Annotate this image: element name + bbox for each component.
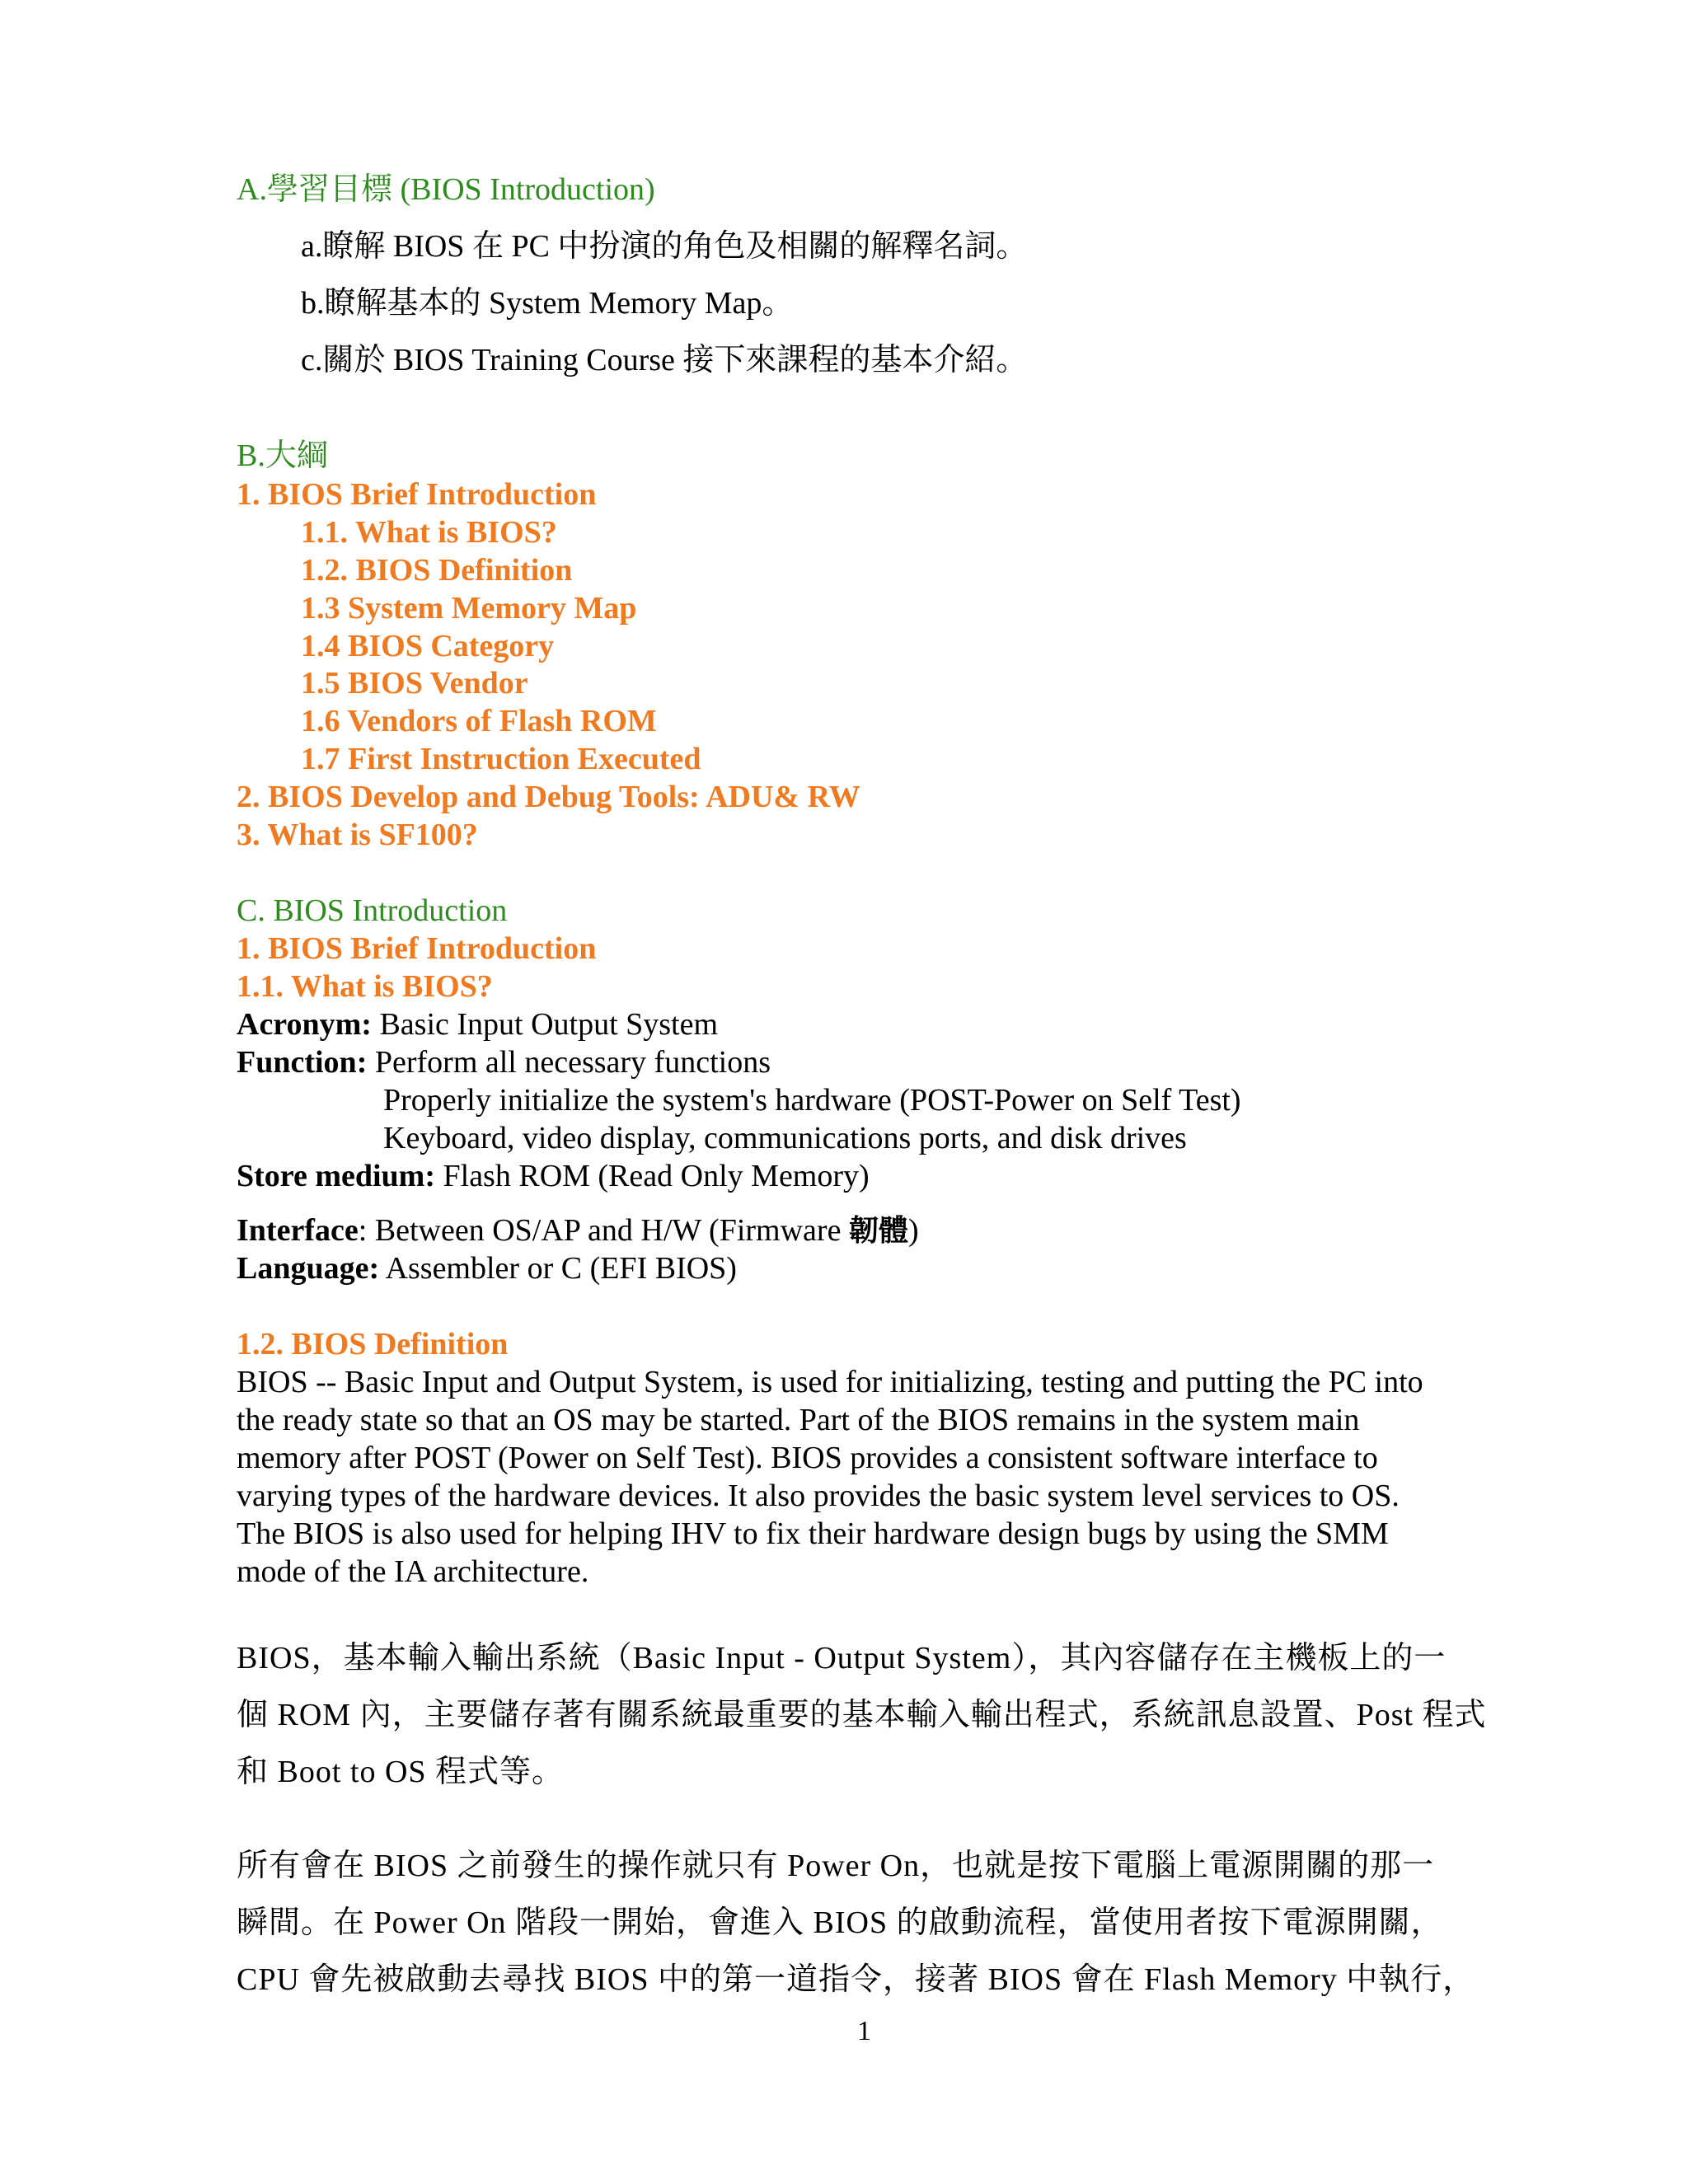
- outline-item: 1.2. BIOS Definition: [301, 553, 573, 588]
- function-label: Function:: [237, 1045, 368, 1080]
- chinese-line: 和 Boot to OS 程式等。: [237, 1755, 565, 1789]
- language-value: Assembler or C (EFI BIOS): [379, 1251, 737, 1286]
- objective-item-c: c.關於 BIOS Training Course 接下來課程的基本介紹。: [301, 343, 1028, 377]
- chinese-line: CPU 會先被啟動去尋找 BIOS 中的第一道指令，接著 BIOS 會在 Flash Memory 中執行，: [237, 1962, 1475, 1997]
- outline-item: 2. BIOS Develop and Debug Tools: ADU& RW: [237, 780, 860, 814]
- acronym-line: [237, 1005, 718, 1043]
- acronym-label: Acronym:: [237, 1007, 372, 1042]
- definition-line: the ready state so that an OS may be started. Part of the BIOS remains in the system main: [237, 1403, 1360, 1437]
- outline-item: 1.4 BIOS Category: [301, 629, 555, 663]
- interface-value: : Between OS/AP and H/W (Firmware: [358, 1213, 849, 1248]
- definition-line: varying types of the hardware devices. It also provides the basic system level services to OS.: [237, 1479, 1400, 1513]
- interface-label: Interface: [237, 1213, 359, 1248]
- language-line: [237, 1249, 737, 1287]
- function-value: Perform all necessary functions: [367, 1045, 771, 1080]
- definition-line: The BIOS is also used for helping IHV to fix their hardware design bugs by using the SMM: [237, 1516, 1389, 1551]
- definition-line: BIOS -- Basic Input and Output System, is used for initializing, testing and putting the PC into: [237, 1365, 1423, 1399]
- definition-paragraph: [237, 1363, 1522, 1591]
- outline-item: 1.6 Vendors of Flash ROM: [301, 704, 657, 738]
- chinese-line: 所有會在 BIOS 之前發生的操作就只有 Power On，也就是按下電腦上電源開關的那一: [237, 1849, 1435, 1883]
- language-label: Language:: [237, 1251, 380, 1286]
- subsection-heading: 1.1. What is BIOS?: [237, 969, 493, 1004]
- store-value: Flash ROM (Read Only Memory): [435, 1159, 870, 1193]
- interface-line: [237, 1212, 919, 1250]
- definition-heading: 1.2. BIOS Definition: [237, 1327, 509, 1361]
- interface-end: ): [907, 1213, 919, 1248]
- section-b-heading: B.大綱: [237, 438, 328, 473]
- outline-item: 1.7 First Instruction Executed: [301, 742, 701, 776]
- objective-item-b: b.瞭解基本的 System Memory Map。: [301, 286, 794, 321]
- outline-item: 1.3 System Memory Map: [301, 591, 637, 626]
- outline-item: 1.5 BIOS Vendor: [301, 666, 528, 701]
- function-detail: Properly initialize the system's hardware (POST-Power on Self Test): [383, 1083, 1241, 1118]
- store-label: Store medium:: [237, 1159, 435, 1193]
- objective-item-a: a.瞭解 BIOS 在 PC 中扮演的角色及相關的解釋名詞。: [301, 229, 1028, 264]
- subsection-heading: 1. BIOS Brief Introduction: [237, 931, 597, 966]
- chinese-line: 個 ROM 內，主要儲存著有關系統最重要的基本輸入輸出程式，系統訊息設置、Post 程式: [237, 1698, 1487, 1732]
- chinese-paragraph-2: [237, 1838, 1531, 2008]
- interface-cjk: 韌體: [848, 1214, 908, 1248]
- acronym-value: Basic Input Output System: [371, 1007, 719, 1042]
- page-number: 1: [857, 2016, 871, 2046]
- outline-item: 1.1. What is BIOS?: [301, 515, 557, 550]
- function-line: [237, 1043, 771, 1081]
- outline-item: 1. BIOS Brief Introduction: [237, 477, 597, 512]
- chinese-line: BIOS，基本輸入輸出系統（Basic Input - Output System），其內容儲存在主機板上的一: [237, 1641, 1447, 1675]
- store-medium-line: [237, 1157, 870, 1195]
- outline-item: 3. What is SF100?: [237, 818, 478, 852]
- definition-line: memory after POST (Power on Self Test). BIOS provides a consistent software interface to: [237, 1441, 1378, 1475]
- chinese-paragraph-1: [237, 1630, 1531, 1801]
- section-a-heading: A.學習目標 (BIOS Introduction): [237, 172, 655, 207]
- function-detail: Keyboard, video display, communications ports, and disk drives: [383, 1121, 1187, 1155]
- section-c-heading: C. BIOS Introduction: [237, 893, 508, 928]
- definition-line: mode of the IA architecture.: [237, 1554, 589, 1589]
- chinese-line: 瞬間。在 Power On 階段一開始，會進入 BIOS 的啟動流程，當使用者按下電源開關，: [237, 1905, 1443, 1940]
